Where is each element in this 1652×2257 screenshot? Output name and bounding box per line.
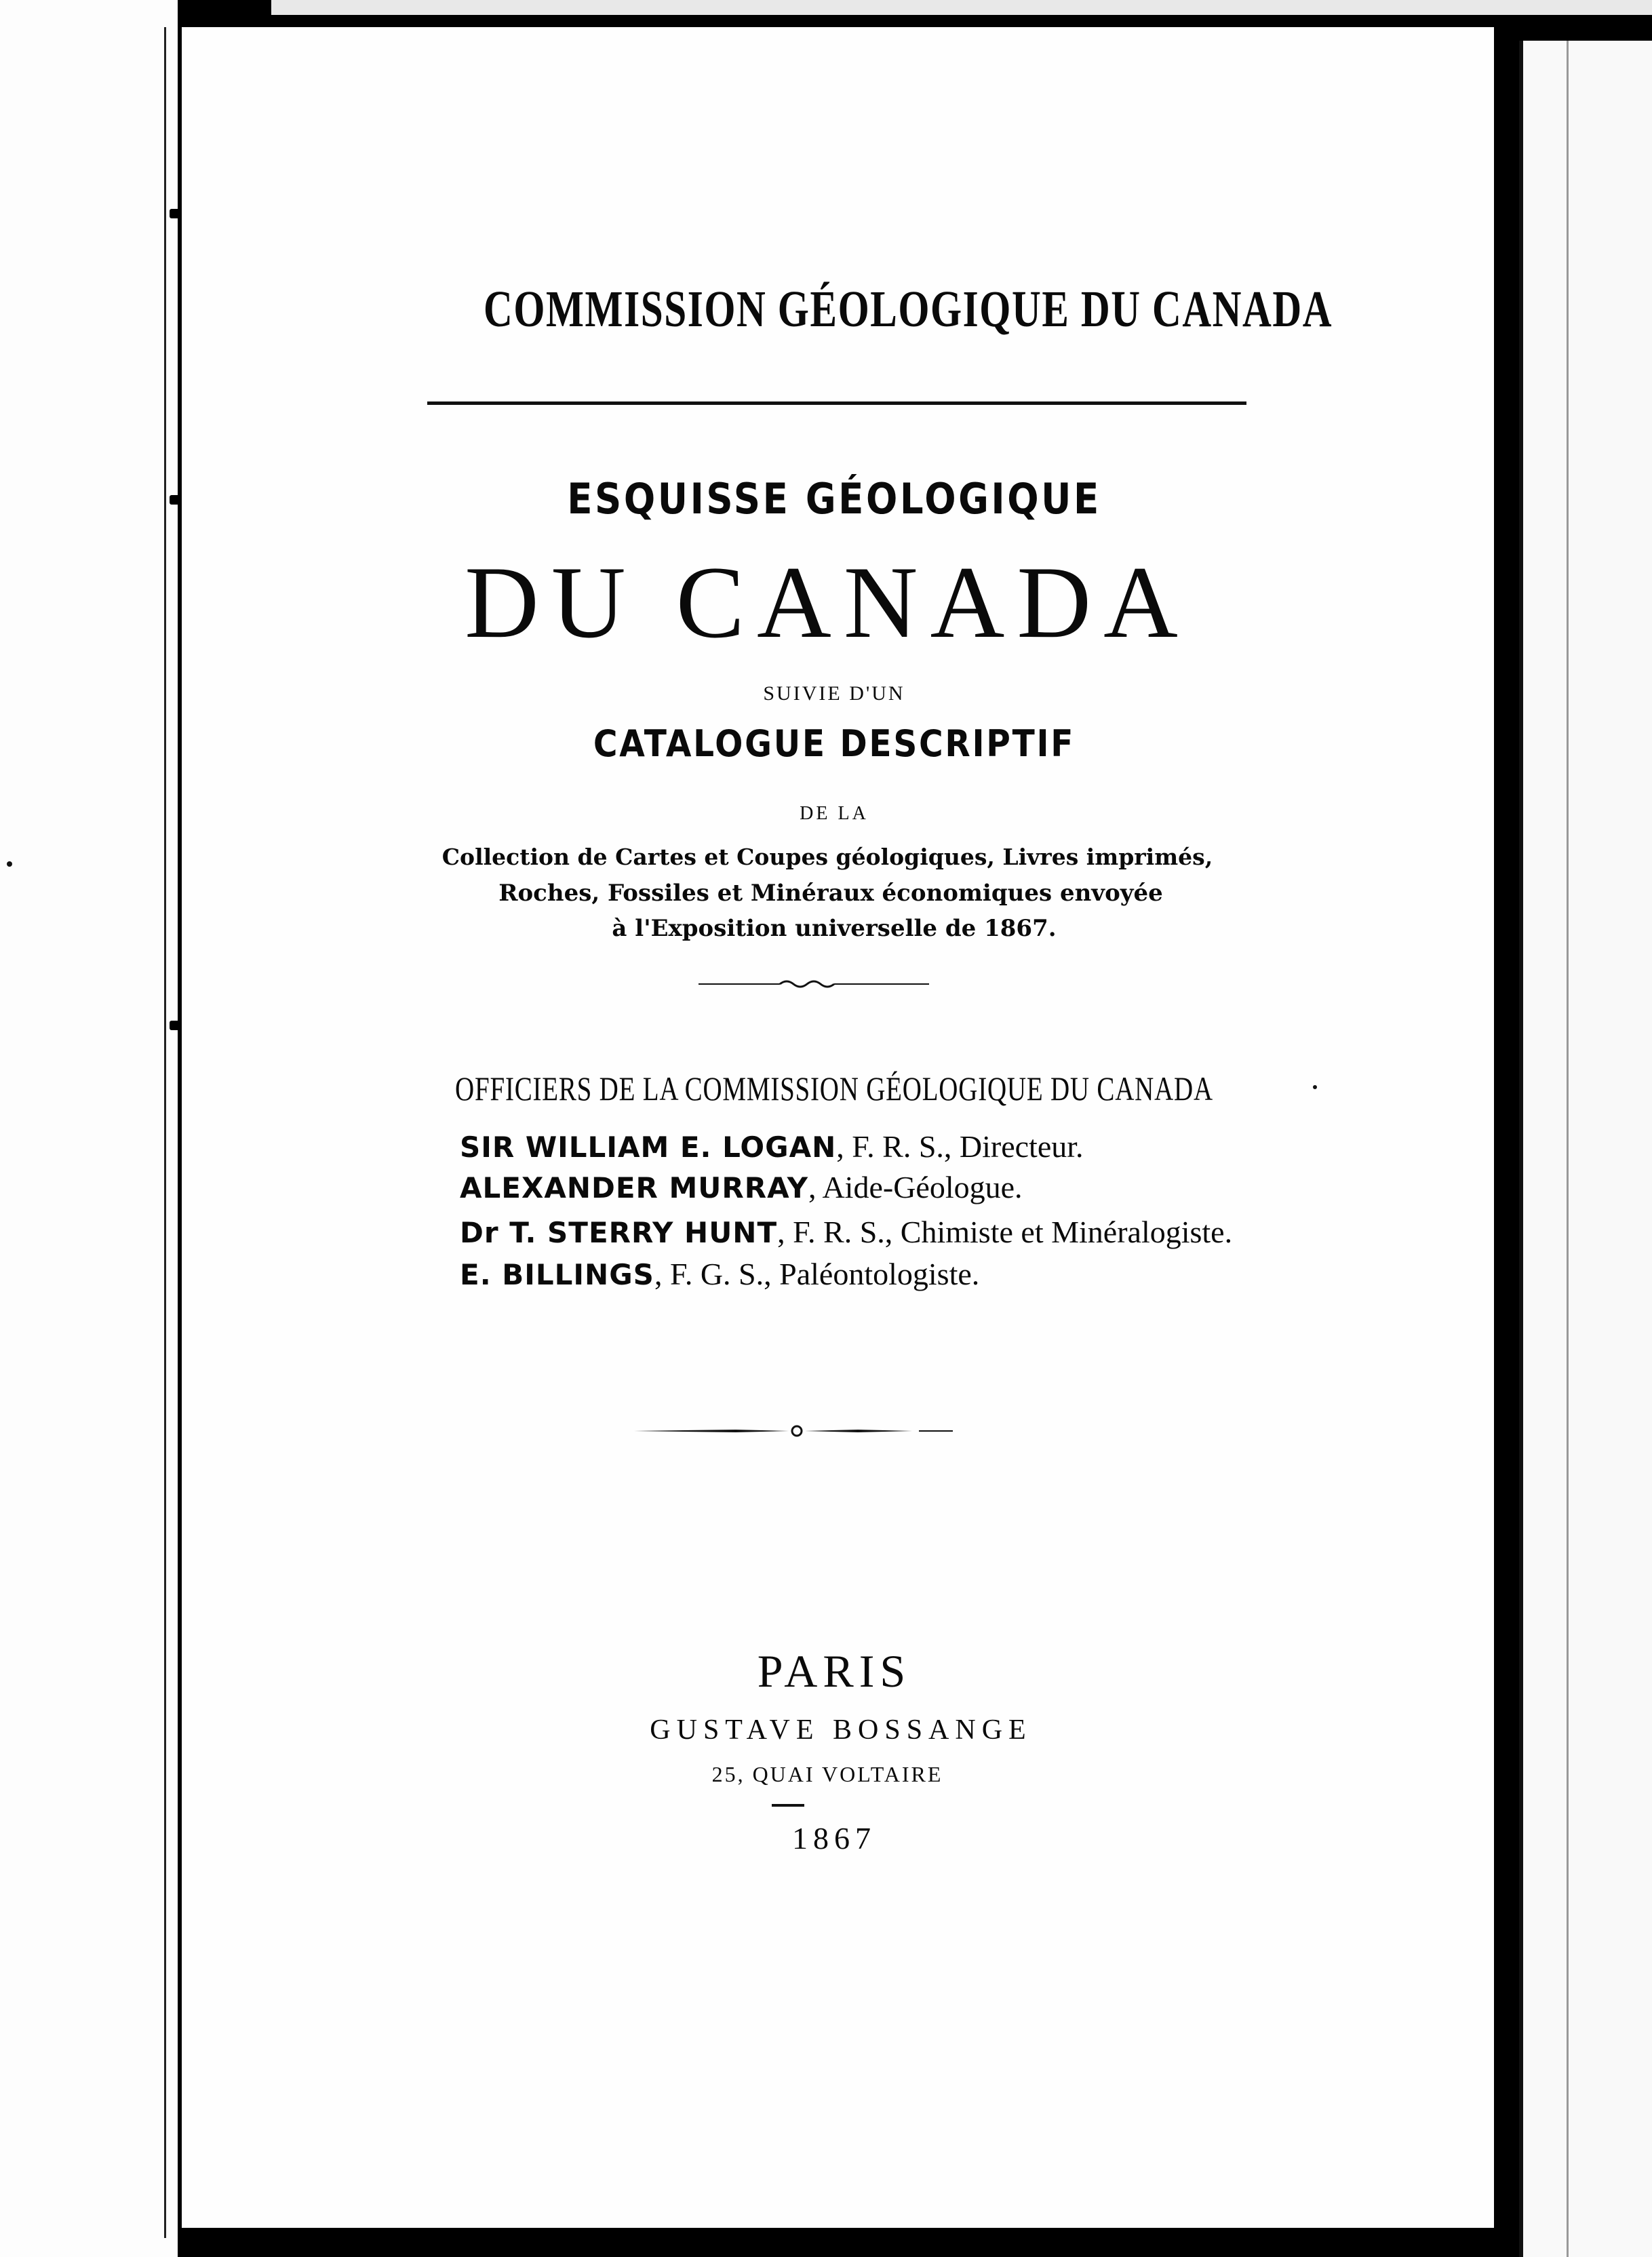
scan-speck xyxy=(7,861,12,867)
imprint-address: 25, QUAI VOLTAIRE xyxy=(711,1762,943,1786)
title-page xyxy=(182,27,1494,2228)
description-line: à l'Exposition universelle de 1867. xyxy=(612,915,1057,942)
officer-name: ALEXANDER MURRAY xyxy=(460,1171,808,1204)
officer-name: E. BILLINGS xyxy=(460,1258,654,1291)
officer-credentials: , F. R. S., Chimiste et Minéralogiste. xyxy=(777,1215,1233,1249)
scan-top-leaf xyxy=(271,0,1652,15)
title-line-2: DU CANADA xyxy=(465,545,1190,659)
title-line-1: ESQUISSE GÉOLOGIQUE xyxy=(567,474,1101,524)
imprint-year: 1867 xyxy=(792,1821,876,1856)
officer-name: Dr T. STERRY HUNT xyxy=(460,1216,778,1249)
ornament-divider-large xyxy=(634,1423,960,1439)
header-rule xyxy=(427,401,1246,405)
imprint-city: PARIS xyxy=(757,1645,911,1697)
officer-entry xyxy=(460,1259,979,1290)
title-connector: SUIVIE D'UN xyxy=(763,682,905,705)
officer-name: SIR WILLIAM E. LOGAN xyxy=(460,1131,837,1164)
imprint-rule xyxy=(772,1804,804,1807)
ornament-divider-small xyxy=(699,977,929,991)
officer-credentials: , F. R. S., Directeur. xyxy=(836,1129,1084,1164)
title-line-3: CATALOGUE DESCRIPTIF xyxy=(593,722,1076,765)
page-edge-strip xyxy=(1519,41,1652,2257)
facing-page xyxy=(0,0,178,2257)
institution-header: COMMISSION GÉOLOGIQUE DU CANADA xyxy=(484,281,1333,338)
page-edge-line xyxy=(1567,41,1569,2257)
description-line: Roches, Fossiles et Minéraux économiques envoyée xyxy=(498,880,1163,907)
officer-entry xyxy=(460,1131,1084,1162)
imprint-publisher: GUSTAVE BOSSANGE xyxy=(650,1714,1032,1746)
officer-credentials: , F. G. S., Paléontologiste. xyxy=(654,1257,980,1291)
officer-credentials: , Aide-Géologue. xyxy=(808,1170,1023,1204)
gutter-line xyxy=(164,27,166,2238)
officer-entry xyxy=(460,1217,1232,1248)
description-line: Collection de Cartes et Coupes géologiques, Livres imprimés, xyxy=(441,844,1213,870)
officers-heading: OFFICIERS DE LA COMMISSION GÉOLOGIQUE DU CANADA xyxy=(455,1069,1213,1107)
officer-entry xyxy=(460,1172,1023,1203)
scan-speck xyxy=(1313,1085,1317,1089)
title-connector-2: DE LA xyxy=(800,803,869,824)
